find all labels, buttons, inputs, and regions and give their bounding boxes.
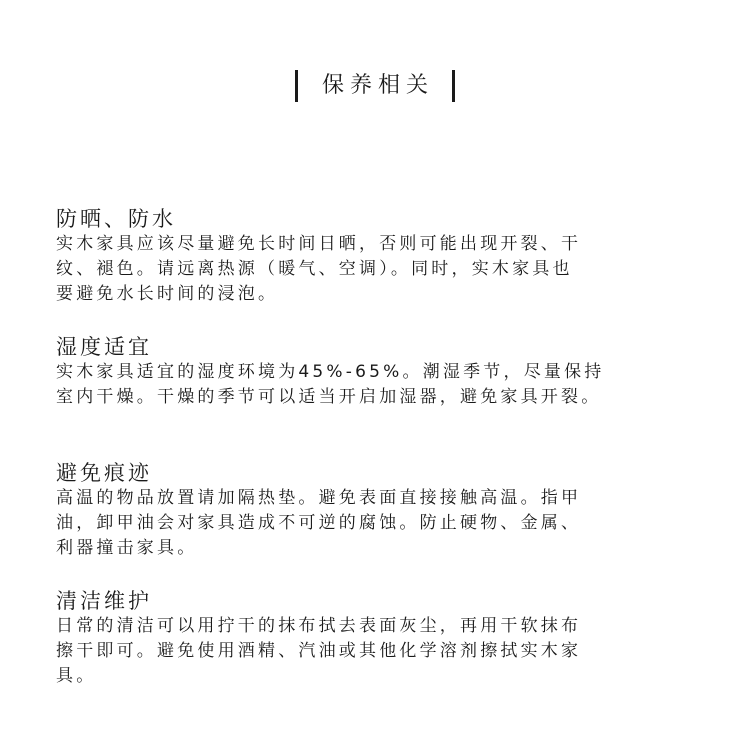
section-heading: 湿度适宜 (56, 335, 152, 359)
section-body-line: 纹、褪色。请远离热源（暖气、空调）。同时，实木家具也 (56, 259, 573, 279)
section-body-line: 实木家具应该尽量避免长时间日晒，否则可能出现开裂、干 (56, 234, 582, 254)
section-body-line: 油，卸甲油会对家具造成不可逆的腐蚀。防止硬物、金属、 (56, 513, 582, 533)
title-right-bar (452, 70, 455, 102)
section-body-line: 高温的物品放置请加隔热垫。避免表面直接接触高温。指甲 (56, 488, 582, 508)
section-body-line: 日常的清洁可以用拧干的抹布拭去表面灰尘，再用干软抹布 (56, 616, 582, 636)
section-heading: 防晒、防水 (56, 207, 176, 231)
section-body-line: 擦干即可。避免使用酒精、汽油或其他化学溶剂擦拭实木家 (56, 641, 582, 661)
section-body-line: 利器撞击家具。 (56, 538, 198, 558)
section-body-line: 实木家具适宜的湿度环境为45%-65%。潮湿季节，尽量保持 (56, 362, 605, 382)
title-left-bar (295, 70, 298, 102)
section-heading: 清洁维护 (56, 589, 152, 613)
section-cleaning (56, 588, 706, 689)
section-sun-water (56, 206, 706, 307)
section-body-line: 要避免水长时间的浸泡。 (56, 284, 279, 304)
section-humidity (56, 334, 706, 410)
page-title-block (0, 70, 750, 102)
section-avoid-marks (56, 460, 706, 561)
section-body-line: 具。 (56, 666, 97, 686)
page-title: 保养相关 (321, 73, 434, 98)
section-body-line: 室内干燥。干燥的季节可以适当开启加湿器，避免家具开裂。 (56, 387, 602, 407)
section-heading: 避免痕迹 (56, 461, 152, 485)
